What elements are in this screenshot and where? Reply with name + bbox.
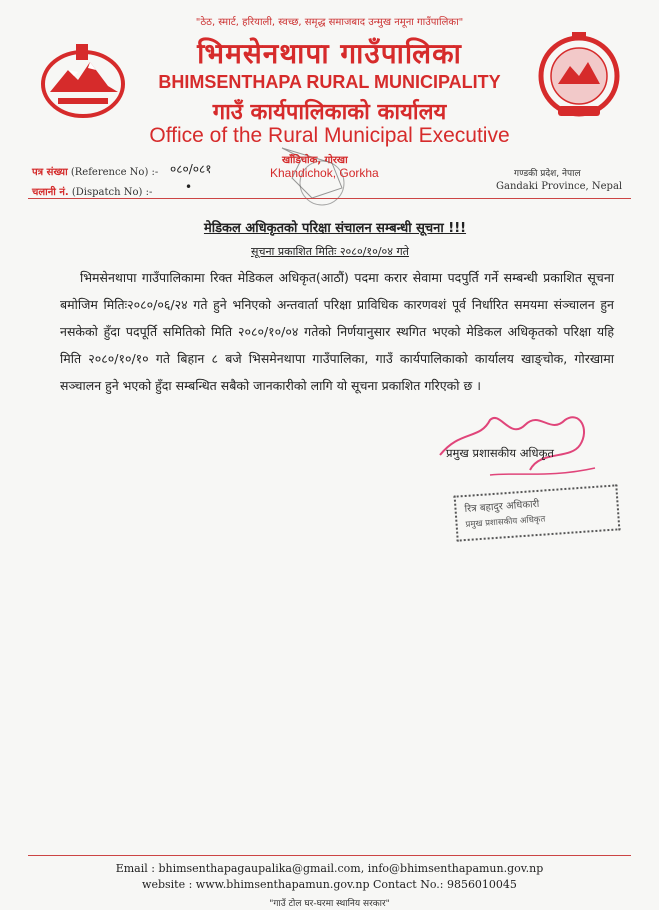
header-slogan: "ठेठ, स्मार्ट, हरियाली, स्वच्छ, समृद्ध समाजबाद उन्मुख नमूना गाउँपालिका": [195, 17, 464, 28]
municipality-name-english: BHIMSENTHAPA RURAL MUNICIPALITY: [158, 72, 501, 92]
stamp-officer-name: रित्र बहादुर अधिकारी: [464, 498, 540, 516]
reference-label-english: (Reference No) :-: [70, 167, 159, 178]
dispatch-label: [32, 184, 152, 198]
location-english: Khandichok, Gorkha: [270, 166, 379, 180]
stamp-officer-role: प्रमुख प्रशासकीय अधिकृत: [465, 514, 546, 530]
office-name-english: Office of the Rural Municipal Executive: [149, 124, 510, 147]
notice-body: भिमसेनथापा गाउँपालिकामा रिक्त मेडिकल अधिकृत(आठौं) पदमा करार सेवामा पदपुर्ति गर्ने सम्बन्धी प्रकाशित सूचना बमोजिम मितिः२०८०/०६/२४ गते हुने भनिएको अन्तवार्ता परिक्षा प्राविधिक कारणवशं पूर्व निर्धारित समयमा संञ्चालन हुन नसकेको हुँदा पदपूर्ति समितिको मिति २०८०/१०/०४ गतेको निर्णयानुसार स्थगित भएको मेडिकल अधिकृतको परिक्षा यहि मिति २०८०/१०/१० गते बिहान ८ बजे भिसमेनथापा गाउँपालिका, गाउँ कार्यपालिकाको कार्यालय खाङ्चोक, गोरखामा सञ्चालन हुने भएको हुँदा सम्बन्धित सबैको जानकारीको लागि यो सूचना प्रकाशित गरिएको छ ।: [60, 270, 614, 393]
dispatch-number: •: [185, 180, 193, 194]
province-nepali: गण्डकी प्रदेश, नेपाल: [514, 169, 581, 179]
header-divider: [28, 198, 631, 199]
notice-published-date: सूचना प्रकाशित मितिः २०८०/१०/०४ गते: [251, 245, 409, 258]
signatory-designation: प्रमुख प्रशासकीय अधिकृत: [446, 446, 554, 460]
location-nepali: खाँडिचोक, गोरखा: [282, 155, 348, 166]
footer-email: Email : bhimsenthapagaupalika@gmail.com, info@bhimsenthapamun.gov.np: [115, 862, 544, 875]
office-name-nepali: गाउँ कार्यपालिकाको कार्यालय: [212, 100, 447, 125]
dispatch-label-nepali: चलानी नं.: [32, 187, 69, 198]
reference-label: [32, 164, 158, 178]
notice-subject: मेडिकल अधिकृतको परिक्षा संचालन सम्बन्धी सूचना !!!: [203, 221, 467, 236]
dispatch-label-english: (Dispatch No) :-: [71, 187, 153, 198]
footer-website-contact: website : www.bhimsenthapamun.gov.np Contact No.: 9856010045: [142, 878, 517, 891]
municipality-name-nepali: भिमसेनथापा गाउँपालिका: [197, 37, 462, 70]
footer-divider: [28, 855, 631, 856]
handwritten-signature: [430, 400, 610, 485]
province-english: Gandaki Province, Nepal: [496, 181, 623, 192]
reference-label-nepali: पत्र संख्या: [32, 167, 68, 178]
reference-number: ०८०/०८१: [170, 162, 212, 176]
official-name-stamp: [454, 484, 621, 541]
footer-slogan: "गाउँ टोल घर-घरमा स्थानिय सरकार": [269, 899, 390, 909]
